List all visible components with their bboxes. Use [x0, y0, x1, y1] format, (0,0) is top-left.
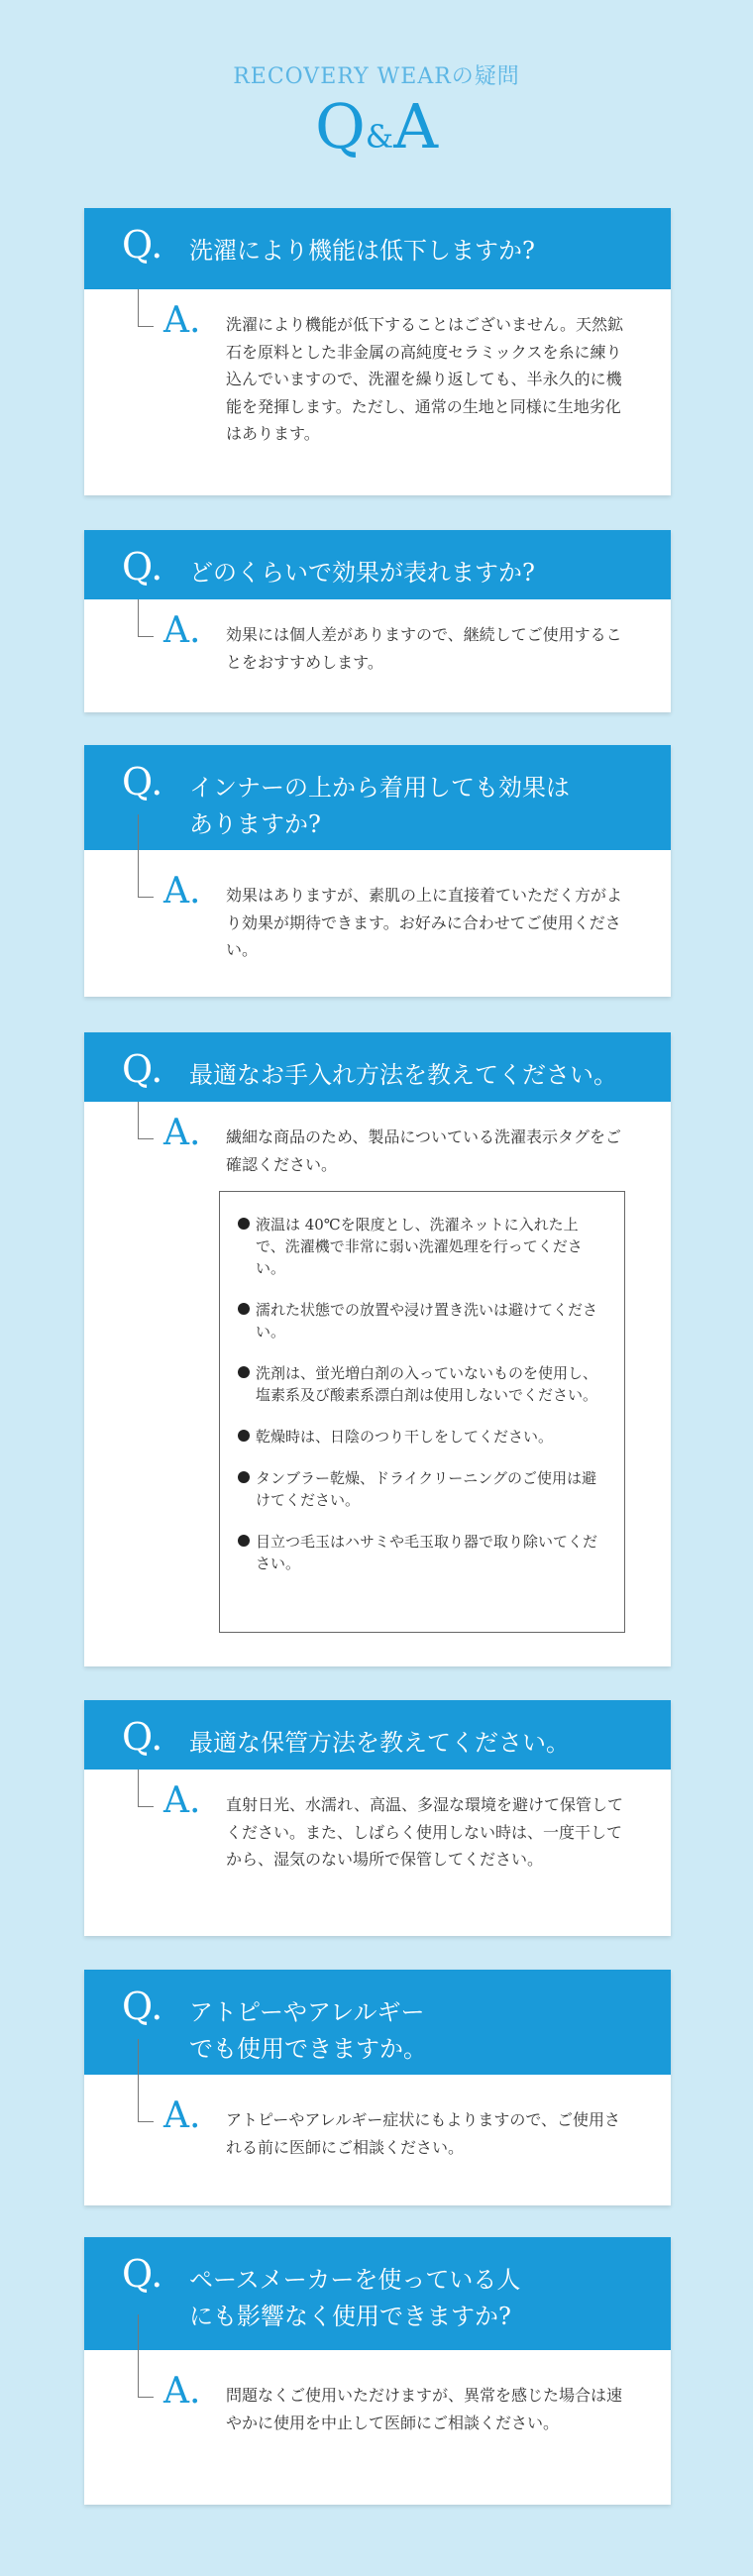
- care-item-text: タンブラー乾燥、ドライクリーニングのご使用は避けてください。: [256, 1469, 596, 1509]
- faq-card-pacemaker: [84, 2237, 671, 2505]
- care-item-text: 目立つ毛玉はハサミや毛玉取り器で取り除いてください。: [256, 1533, 598, 1572]
- connector-line: [138, 1138, 154, 1139]
- q-mark: Q.: [122, 1985, 163, 2028]
- a-mark: A.: [163, 2095, 201, 2136]
- answer-text: 直射日光、水濡れ、高温、多湿な環境を避けて保管してください。また、しばらく使用しない時は、一度干してから、湿気のない場所で保管してください。: [226, 1795, 623, 1869]
- faq-card-effect-time: [84, 530, 671, 712]
- a-mark: A.: [163, 1780, 201, 1821]
- answer-text: 問題なくご使用いただけますが、異常を感じた場合は速やかに使用を中止して医師にご相談ください。: [226, 2386, 623, 2432]
- faq-card-inner-wear: [84, 745, 671, 997]
- bullet-icon: [238, 1535, 250, 1547]
- question-bar: [84, 1970, 671, 2075]
- connector-line: [138, 1770, 139, 1806]
- care-item: [256, 1531, 604, 1574]
- care-item: [256, 1426, 604, 1448]
- connector-line: [138, 636, 154, 637]
- answer-text: 洗濯により機能が低下することはございません。天然鉱石を原料とした非金属の高純度セラミックスを糸に練り込んでいますので、洗濯を繰り返しても、半永久的に機能を発揮します。ただし、通常の生地と同様に生地劣化はあります。: [226, 315, 623, 443]
- title-q: Q: [314, 90, 366, 162]
- page-header: [0, 0, 753, 162]
- bullet-icon: [238, 1366, 250, 1378]
- q-mark: Q.: [122, 1047, 163, 1091]
- q-mark: Q.: [122, 1715, 163, 1759]
- page-subtitle: RECOVERY WEARの疑問: [233, 64, 520, 89]
- a-mark: A.: [163, 871, 201, 912]
- faq-card-storage: [84, 1700, 671, 1936]
- q-mark: Q.: [122, 760, 163, 804]
- faq-card-washing: [84, 208, 671, 495]
- a-mark: A.: [163, 2371, 201, 2412]
- question-bar: [84, 1032, 671, 1102]
- care-item: [256, 1299, 604, 1342]
- care-item-text: 洗剤は、蛍光増白剤の入っていないものを使用し、塩素系及び酸素系漂白剤は使用しないでください。: [256, 1364, 598, 1404]
- a-mark: A.: [163, 1113, 201, 1153]
- question-text: ペースメーカーを使っている人にも影響なく使用できますか?: [189, 2266, 521, 2330]
- connector-line: [138, 289, 139, 326]
- connector-line: [138, 1102, 139, 1138]
- connector-line: [138, 814, 139, 897]
- answer-text: アトピーやアレルギー症状にもよりますので、ご使用される前に医師にご相談ください。: [226, 2110, 621, 2157]
- connector-line: [138, 599, 139, 636]
- q-mark: Q.: [122, 223, 163, 267]
- connector-line: [138, 2397, 154, 2398]
- q-mark: Q.: [122, 545, 163, 589]
- connector-line: [138, 2314, 139, 2397]
- care-instructions-box: [219, 1191, 625, 1633]
- question-text: どのくらいで効果が表れますか?: [189, 559, 535, 587]
- question-bar: [84, 208, 671, 289]
- care-item-text: 濡れた状態での放置や浸け置き洗いは避けてください。: [256, 1301, 598, 1341]
- question-text: 最適なお手入れ方法を教えてください。: [189, 1061, 617, 1089]
- title-a: A: [393, 90, 439, 162]
- question-bar: [84, 530, 671, 599]
- bullet-icon: [238, 1471, 250, 1483]
- bullet-icon: [238, 1218, 250, 1230]
- page-title: [0, 90, 753, 162]
- question-text: 最適な保管方法を教えてください。: [189, 1729, 570, 1757]
- care-item: [256, 1467, 604, 1511]
- question-bar: [84, 745, 671, 850]
- question-text: 洗濯により機能は低下しますか?: [189, 237, 535, 265]
- question-bar: [84, 1700, 671, 1770]
- a-mark: A.: [163, 610, 201, 651]
- title-amp: &: [365, 118, 394, 156]
- a-mark: A.: [163, 300, 201, 341]
- care-item: [256, 1214, 604, 1279]
- bullet-icon: [238, 1430, 250, 1442]
- answer-text: 効果はありますが、素肌の上に直接着ていただく方がより効果が期待できます。お好みに合わせてご使用ください。: [226, 886, 623, 959]
- connector-line: [138, 2121, 154, 2122]
- faq-card-care: [84, 1032, 671, 1666]
- q-mark: Q.: [122, 2252, 163, 2296]
- connector-line: [138, 1806, 154, 1807]
- care-item-text: 液温は 40℃を限度とし、洗濯ネットに入れた上で、洗濯機で非常に弱い洗濯処理を行ってください。: [256, 1216, 583, 1277]
- answer-text: 繊細な商品のため、製品についている洗濯表示タグをご確認ください。: [226, 1127, 622, 1174]
- care-item: [256, 1362, 604, 1406]
- question-text: アトピーやアレルギーでも使用できますか。: [189, 1998, 427, 2063]
- question-bar: [84, 2237, 671, 2350]
- care-item-text: 乾燥時は、日陰のつり干しをしてください。: [256, 1428, 554, 1446]
- question-text: インナーの上から着用しても効果はありますか?: [189, 774, 570, 838]
- answer-text: 効果には個人差がありますので、継続してご使用することをおすすめします。: [226, 625, 622, 672]
- bullet-icon: [238, 1303, 250, 1315]
- faq-card-allergy: [84, 1970, 671, 2205]
- connector-line: [138, 2039, 139, 2121]
- connector-line: [138, 897, 154, 898]
- connector-line: [138, 326, 154, 327]
